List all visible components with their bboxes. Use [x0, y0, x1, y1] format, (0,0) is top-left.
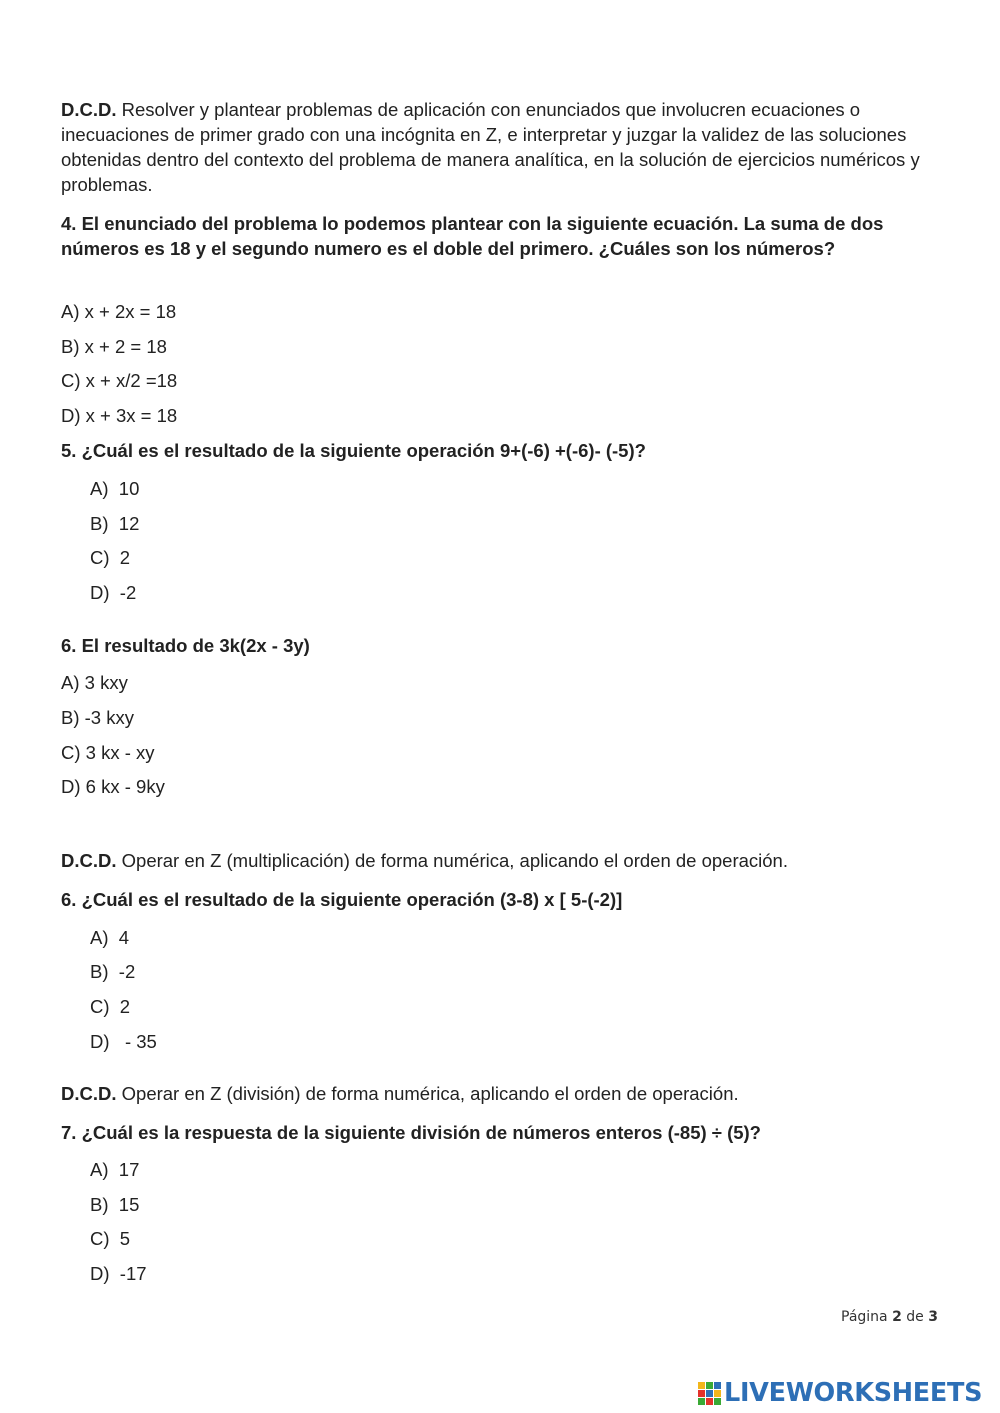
dcd-objective-1 — [61, 97, 941, 197]
question-6a-text: 6. El resultado de 3k(2x - 3y) — [61, 635, 310, 656]
question-6b-text: 6. ¿Cuál es el resultado de la siguiente operación (3-8) x [ 5-(-2)] — [61, 889, 623, 910]
dcd-text: Resolver y plantear problemas de aplicación con enunciados que involucren ecuaciones o inecuaciones de primer grado con una incógnita en Z, e interpretar y juzgar la validez de las soluciones obtenidas dentro del contexto del problema de manera analítica, en la solución de ejercicios numéricos y problemas. — [61, 99, 920, 195]
q5-option-a: A) 10 — [90, 478, 140, 499]
page-number — [841, 1309, 938, 1325]
q6a-option-a: A) 3 kxy — [61, 672, 128, 693]
question-number: 4. — [61, 213, 77, 234]
q6b-option-c: C) 2 — [90, 996, 131, 1017]
q7-option-c: C) 5 — [90, 1228, 131, 1249]
page-total: 3 — [928, 1309, 938, 1325]
question-5-text: 5. ¿Cuál es el resultado de la siguiente operación 9+(-6) +(-6)- (-5)? — [61, 440, 646, 461]
page-mid: de — [901, 1309, 929, 1325]
dcd-objective-2 — [61, 848, 941, 873]
q4-option-d: D) x + 3x = 18 — [61, 405, 178, 426]
q6a-option-c: C) 3 kx - xy — [61, 742, 155, 763]
liveworksheets-logo[interactable] — [698, 1378, 994, 1408]
page-current: 2 — [892, 1309, 902, 1325]
question-7-text: 7. ¿Cuál es la respuesta de la siguiente división de números enteros (-85) ÷ (5)? — [61, 1122, 761, 1143]
q5-option-d: D) -2 — [90, 582, 137, 603]
liveworksheets-logo-icon — [698, 1382, 722, 1406]
q4-option-b: B) x + 2 = 18 — [61, 336, 167, 357]
q6b-option-a: A) 4 — [90, 927, 130, 948]
q4-option-c: C) x + x/2 =18 — [61, 370, 178, 391]
question-4-text — [61, 211, 941, 261]
dcd-text: Operar en Z (división) de forma numérica, aplicando el orden de operación. — [116, 1083, 739, 1104]
q5-option-c: C) 2 — [90, 547, 131, 568]
q6b-option-b: B) -2 — [90, 961, 136, 982]
logo-text: LIVEWORKSHEETS — [724, 1378, 983, 1408]
dcd-text: Operar en Z (multiplicación) de forma numérica, aplicando el orden de operación. — [116, 850, 788, 871]
page-prefix: Página — [841, 1309, 893, 1325]
q5-option-b: B) 12 — [90, 513, 140, 534]
q4-option-a: A) x + 2x = 18 — [61, 301, 177, 322]
q6a-option-b: B) -3 kxy — [61, 707, 134, 728]
dcd-label: D.C.D. — [61, 850, 117, 871]
dcd-label: D.C.D. — [61, 99, 117, 120]
dcd-label: D.C.D. — [61, 1083, 117, 1104]
q6a-option-d: D) 6 kx - 9ky — [61, 776, 165, 797]
q7-option-d: D) -17 — [90, 1263, 147, 1284]
q6b-option-d: D) - 35 — [90, 1031, 157, 1052]
dcd-objective-3 — [61, 1081, 941, 1106]
q7-option-b: B) 15 — [90, 1194, 140, 1215]
question-statement: El enunciado del problema lo podemos plantear con la siguiente ecuación. La suma de dos números es 18 y el segundo numero es el doble del primero. ¿Cuáles son los números? — [61, 213, 884, 259]
q7-option-a: A) 17 — [90, 1159, 140, 1180]
